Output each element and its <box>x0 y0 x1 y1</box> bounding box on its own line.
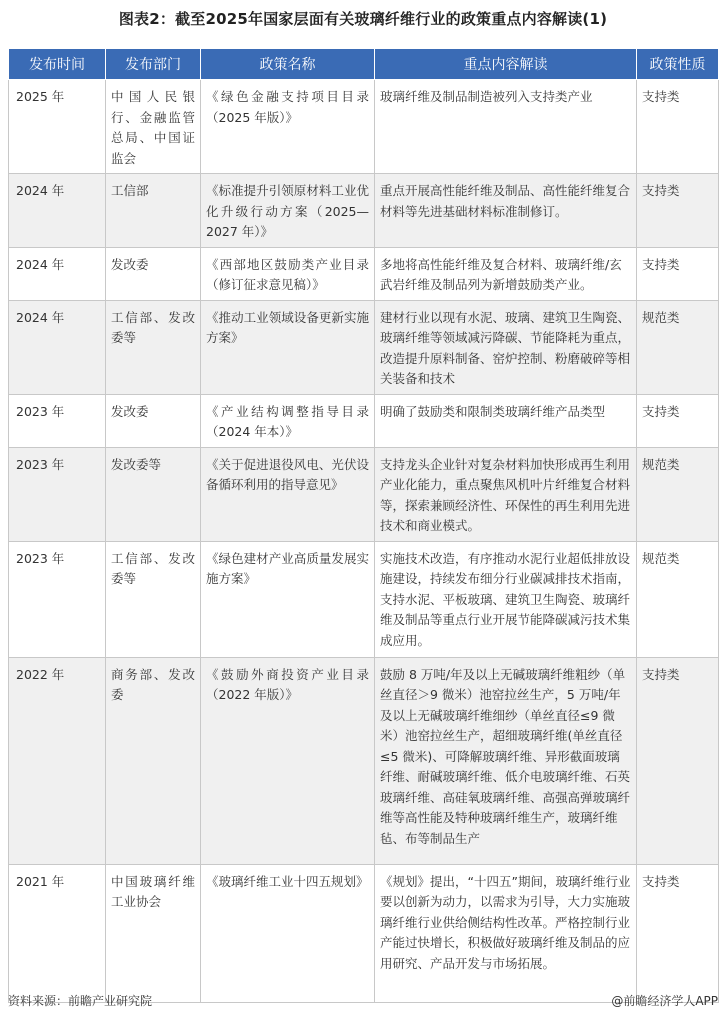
cell-nature: 支持类 <box>637 174 719 248</box>
cell-dept: 中国人民银行、金融监管总局、中国证监会 <box>106 80 201 174</box>
cell-nature: 支持类 <box>637 394 719 447</box>
cell-policy-name: 《产业结构调整指导目录（2024 年本）》 <box>201 394 375 447</box>
table-header-row <box>9 49 719 80</box>
cell-content: 支持龙头企业针对复杂材料加快形成再生利用产业化能力，重点聚焦风机叶片纤维复合材料等，探索兼顾经济性、环保性的再生利用先进技术和商业模式。 <box>375 447 637 541</box>
cell-dept: 发改委等 <box>106 447 201 541</box>
table-row <box>9 864 719 1002</box>
source-note: 资料来源：前瞻产业研究院 <box>8 994 153 1008</box>
cell-nature: 规范类 <box>637 541 719 657</box>
cell-dept: 中国玻璃纤维工业协会 <box>106 864 201 1002</box>
cell-content: 重点开展高性能纤维及制品、高性能纤维复合材料等先进基础材料标准制修订。 <box>375 174 637 248</box>
cell-policy-name: 《鼓励外商投资产业目录（2022 年版）》 <box>201 657 375 864</box>
cell-dept: 发改委 <box>106 394 201 447</box>
cell-dept: 发改委 <box>106 247 201 300</box>
cell-date: 2023 年 <box>9 541 106 657</box>
cell-dept: 工信部 <box>106 174 201 248</box>
cell-policy-name: 《绿色金融支持项目目录（2025 年版）》 <box>201 80 375 174</box>
column-header-policy-name: 政策名称 <box>201 49 375 80</box>
cell-date: 2021 年 <box>9 864 106 1002</box>
cell-policy-name: 《玻璃纤维工业十四五规划》 <box>201 864 375 1002</box>
cell-content: 玻璃纤维及制品制造被列入支持类产业 <box>375 80 637 174</box>
cell-policy-name: 《西部地区鼓励类产业目录（修订征求意见稿）》 <box>201 247 375 300</box>
column-header-date: 发布时间 <box>9 49 106 80</box>
cell-content: 多地将高性能纤维及复合材料、玻璃纤维/玄武岩纤维及制品列为新增鼓励类产业。 <box>375 247 637 300</box>
cell-dept: 商务部、发改委 <box>106 657 201 864</box>
table-row <box>9 80 719 174</box>
column-header-content: 重点内容解读 <box>375 49 637 80</box>
table-row <box>9 447 719 541</box>
chart-title: 图表2：截至2025年国家层面有关玻璃纤维行业的政策重点内容解读(1) <box>118 10 608 28</box>
table-row <box>9 247 719 300</box>
table-row <box>9 394 719 447</box>
cell-nature: 规范类 <box>637 300 719 394</box>
cell-nature: 支持类 <box>637 864 719 1002</box>
cell-content: 《规划》提出，“十四五”期间，玻璃纤维行业要以创新为动力，以需求为引导，大力实施玻璃纤维行业供给侧结构性改革。严格控制行业产能过快增长，积极做好玻璃纤维及制品的应用研究、产品开发与市场拓展。 <box>375 864 637 1002</box>
cell-date: 2023 年 <box>9 394 106 447</box>
cell-nature: 规范类 <box>637 447 719 541</box>
cell-date: 2024 年 <box>9 300 106 394</box>
cell-policy-name: 《推动工业领域设备更新实施方案》 <box>201 300 375 394</box>
table-row <box>9 541 719 657</box>
cell-policy-name: 《绿色建材产业高质量发展实施方案》 <box>201 541 375 657</box>
cell-content: 明确了鼓励类和限制类玻璃纤维产品类型 <box>375 394 637 447</box>
column-header-dept: 发布部门 <box>106 49 201 80</box>
cell-nature: 支持类 <box>637 80 719 174</box>
cell-dept: 工信部、发改委等 <box>106 541 201 657</box>
cell-date: 2025 年 <box>9 80 106 174</box>
cell-content: 建材行业以现有水泥、玻璃、建筑卫生陶瓷、玻璃纤维等领域减污降碳、节能降耗为重点，改造提升原料制备、窑炉控制、粉磨破碎等相关装备和技术 <box>375 300 637 394</box>
cell-date: 2023 年 <box>9 447 106 541</box>
cell-date: 2024 年 <box>9 247 106 300</box>
credit-note: @前瞻经济学人APP <box>611 994 718 1008</box>
table-row <box>9 300 719 394</box>
cell-date: 2024 年 <box>9 174 106 248</box>
cell-nature: 支持类 <box>637 247 719 300</box>
cell-content: 鼓励 8 万吨/年及以上无碱玻璃纤维粗纱（单丝直径＞9 微米）池窑拉丝生产，5 万吨/年及以上无碱玻璃纤维细纱（单丝直径≤9 微米）池窑拉丝生产，超细玻璃纤维(单丝直径≤5 微米)、可降解玻璃纤维、异形截面玻璃纤维、耐碱玻璃纤维、低介电玻璃纤维、石英玻璃纤维、高硅氧玻璃纤维、高强高弹玻璃纤维等高性能及特种玻璃纤维生产，玻璃纤维毡、布等制品生产 <box>375 657 637 864</box>
table-row <box>9 657 719 864</box>
cell-policy-name: 《标准提升引领原材料工业优化升级行动方案（2025—2027 年）》 <box>201 174 375 248</box>
policy-table <box>8 48 719 1003</box>
cell-date: 2022 年 <box>9 657 106 864</box>
cell-content: 实施技术改造，有序推动水泥行业超低排放设施建设，持续发布细分行业碳减排技术指南，支持水泥、平板玻璃、建筑卫生陶瓷、玻璃纤维及制品等重点行业开展节能降碳减污技术集成应用。 <box>375 541 637 657</box>
table-row <box>9 174 719 248</box>
cell-nature: 支持类 <box>637 657 719 864</box>
cell-policy-name: 《关于促进退役风电、光伏设备循环利用的指导意见》 <box>201 447 375 541</box>
cell-dept: 工信部、发改委等 <box>106 300 201 394</box>
column-header-nature: 政策性质 <box>637 49 719 80</box>
